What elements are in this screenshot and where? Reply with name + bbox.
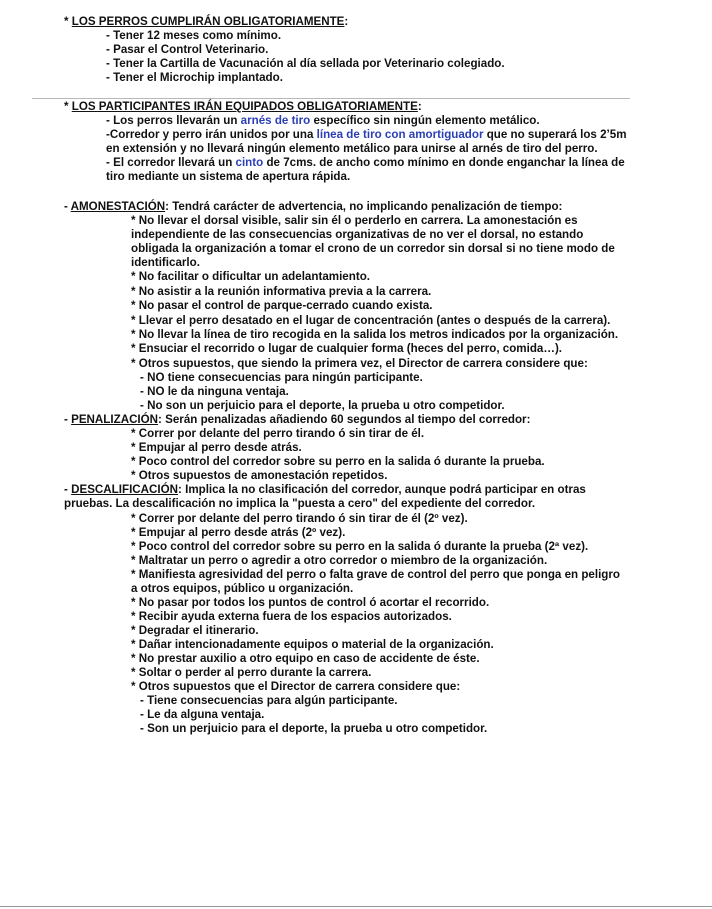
list-item: * Correr por delante del perro tirando ó sin tirar de él (2º vez). xyxy=(131,512,468,525)
page-bottom-edge xyxy=(0,906,712,907)
list-item: * Ensuciar el recorrido o lugar de cualquier forma (heces del perro, comida…). xyxy=(131,342,563,355)
list-item: * No llevar el dorsal visible, salir sin él o perderlo en carrera. La amonestación es xyxy=(131,214,578,227)
colon: : xyxy=(344,15,349,28)
section-intro: : Implica la no clasificación del corredor, aunque podrá participar en otras xyxy=(178,483,586,496)
section-disqualification-heading xyxy=(64,483,586,497)
text-run: de 7cms. de ancho como mínimo en donde enganchar la línea de xyxy=(263,156,625,169)
list-item: * Poco control del corredor sobre su perro en la salida ó durante la prueba (2ª vez). xyxy=(131,540,589,553)
section-dogs-heading xyxy=(64,15,348,29)
colon: : xyxy=(417,100,422,113)
list-item: * Empujar al perro desde atrás. xyxy=(131,441,302,454)
dash: - xyxy=(64,413,72,426)
list-item: * Otros supuestos que el Director de carrera considere que: xyxy=(131,680,461,693)
section-title: LOS PERROS CUMPLIRÁN OBLIGATORIAMENTE xyxy=(71,15,345,28)
highlight-harness: arnés de tiro xyxy=(240,114,311,127)
list-item: - Tener 12 meses como mínimo. xyxy=(106,29,282,42)
list-item: - Tener la Cartilla de Vacunación al día sellada por Veterinario colegiado. xyxy=(106,57,505,70)
list-item: * Llevar el perro desatado en el lugar de concentración (antes o después de la carrera). xyxy=(131,314,611,327)
sub-item: - Tiene consecuencias para algún participante. xyxy=(140,694,398,707)
section-title: PENALIZACIÓN xyxy=(71,413,159,426)
list-item: * Recibir ayuda externa fuera de los espacios autorizados. xyxy=(131,610,452,623)
sub-item: - NO tiene consecuencias para ningún participante. xyxy=(140,371,423,384)
list-item-continued: tiro mediante un sistema de apertura rápida. xyxy=(106,170,351,183)
list-item-continued: identificarlo. xyxy=(131,256,200,269)
section-intro-continued: pruebas. La descalificación no implica la "puesta a cero" del expediente del corredor. xyxy=(64,497,536,510)
divider xyxy=(32,98,630,99)
list-item: - Pasar el Control Veterinario. xyxy=(106,43,269,56)
section-equipment-heading xyxy=(64,100,422,114)
section-warning-heading xyxy=(64,200,562,214)
list-item-continued: independiente de las consecuencias organizativas de no ver el dorsal, no estando xyxy=(131,228,584,241)
list-item: * Manifiesta agresividad del perro o falta grave de control del perro que ponga en peligro xyxy=(131,568,620,581)
section-title: DESCALIFICACIÓN xyxy=(71,483,179,496)
bullet-star: * xyxy=(64,100,72,113)
text-run: - Los perros llevarán un xyxy=(106,114,241,127)
sub-item: - NO le da ninguna ventaja. xyxy=(140,385,289,398)
list-item xyxy=(106,128,627,142)
list-item-continued: a otros equipos, público u organización. xyxy=(131,582,354,595)
dash: - xyxy=(64,483,72,496)
text-run: - El corredor llevará un xyxy=(106,156,236,169)
list-item-continued: obligada la organización a tomar el crono de un corredor sin dorsal si no tiene modo de xyxy=(131,242,615,255)
dash: - xyxy=(64,200,71,213)
list-item: * No facilitar o dificultar un adelantamiento. xyxy=(131,270,370,283)
list-item: - Tener el Microchip implantado. xyxy=(106,71,283,84)
list-item: * No asistir a la reunión informativa previa a la carrera. xyxy=(131,285,432,298)
list-item xyxy=(106,156,625,170)
list-item: * No prestar auxilio a otro equipo en caso de accidente de éste. xyxy=(131,652,480,665)
list-item-continued: en extensión y no llevará ningún elemento metálico para unirse al arnés de tiro del perro. xyxy=(106,142,598,155)
text-run: que no superará los 2’5m xyxy=(483,128,627,141)
list-item: * Maltratar un perro o agredir a otro corredor o miembro de la organización. xyxy=(131,554,548,567)
section-title: LOS PARTICIPANTES IRÁN EQUIPADOS OBLIGATORIAMENTE xyxy=(71,100,418,113)
list-item: * Degradar el itinerario. xyxy=(131,624,259,637)
list-item: * Empujar al perro desde atrás (2º vez). xyxy=(131,526,346,539)
list-item: * Dañar intencionadamente equipos o material de la organización. xyxy=(131,638,494,651)
list-item: * No llevar la línea de tiro recogida en la salida los metros indicados por la organización. xyxy=(131,328,619,341)
list-item: * Soltar o perder al perro durante la carrera. xyxy=(131,666,372,679)
text-run: específico sin ningún elemento metálico. xyxy=(310,114,540,127)
highlight-belt: cinto xyxy=(235,156,264,169)
list-item: * Otros supuestos, que siendo la primera vez, el Director de carrera considere que: xyxy=(131,357,588,370)
text-run: -Corredor y perro irán unidos por una xyxy=(106,128,317,141)
section-title: AMONESTACIÓN xyxy=(70,200,166,213)
highlight-tow-line: línea de tiro con amortiguador xyxy=(316,128,484,141)
list-item: * Poco control del corredor sobre su perro en la salida ó durante la prueba. xyxy=(131,455,545,468)
section-intro: : Serán penalizadas añadiendo 60 segundos al tiempo del corredor: xyxy=(158,413,531,426)
list-item: * Otros supuestos de amonestación repetidos. xyxy=(131,469,388,482)
sub-item: - Le da alguna ventaja. xyxy=(140,708,265,721)
list-item: * Correr por delante del perro tirando ó sin tirar de él. xyxy=(131,427,425,440)
section-penalty-heading xyxy=(64,413,530,427)
list-item: * No pasar por todos los puntos de control ó acortar el recorrido. xyxy=(131,596,490,609)
sub-item: - No son un perjuicio para el deporte, la prueba u otro competidor. xyxy=(140,399,505,412)
sub-item: - Son un perjuicio para el deporte, la prueba u otro competidor. xyxy=(140,722,488,735)
bullet-star: * xyxy=(64,15,72,28)
list-item: * No pasar el control de parque-cerrado cuando exista. xyxy=(131,299,433,312)
list-item xyxy=(106,114,540,128)
section-intro: : Tendrá carácter de advertencia, no implicando penalización de tiempo: xyxy=(165,200,563,213)
